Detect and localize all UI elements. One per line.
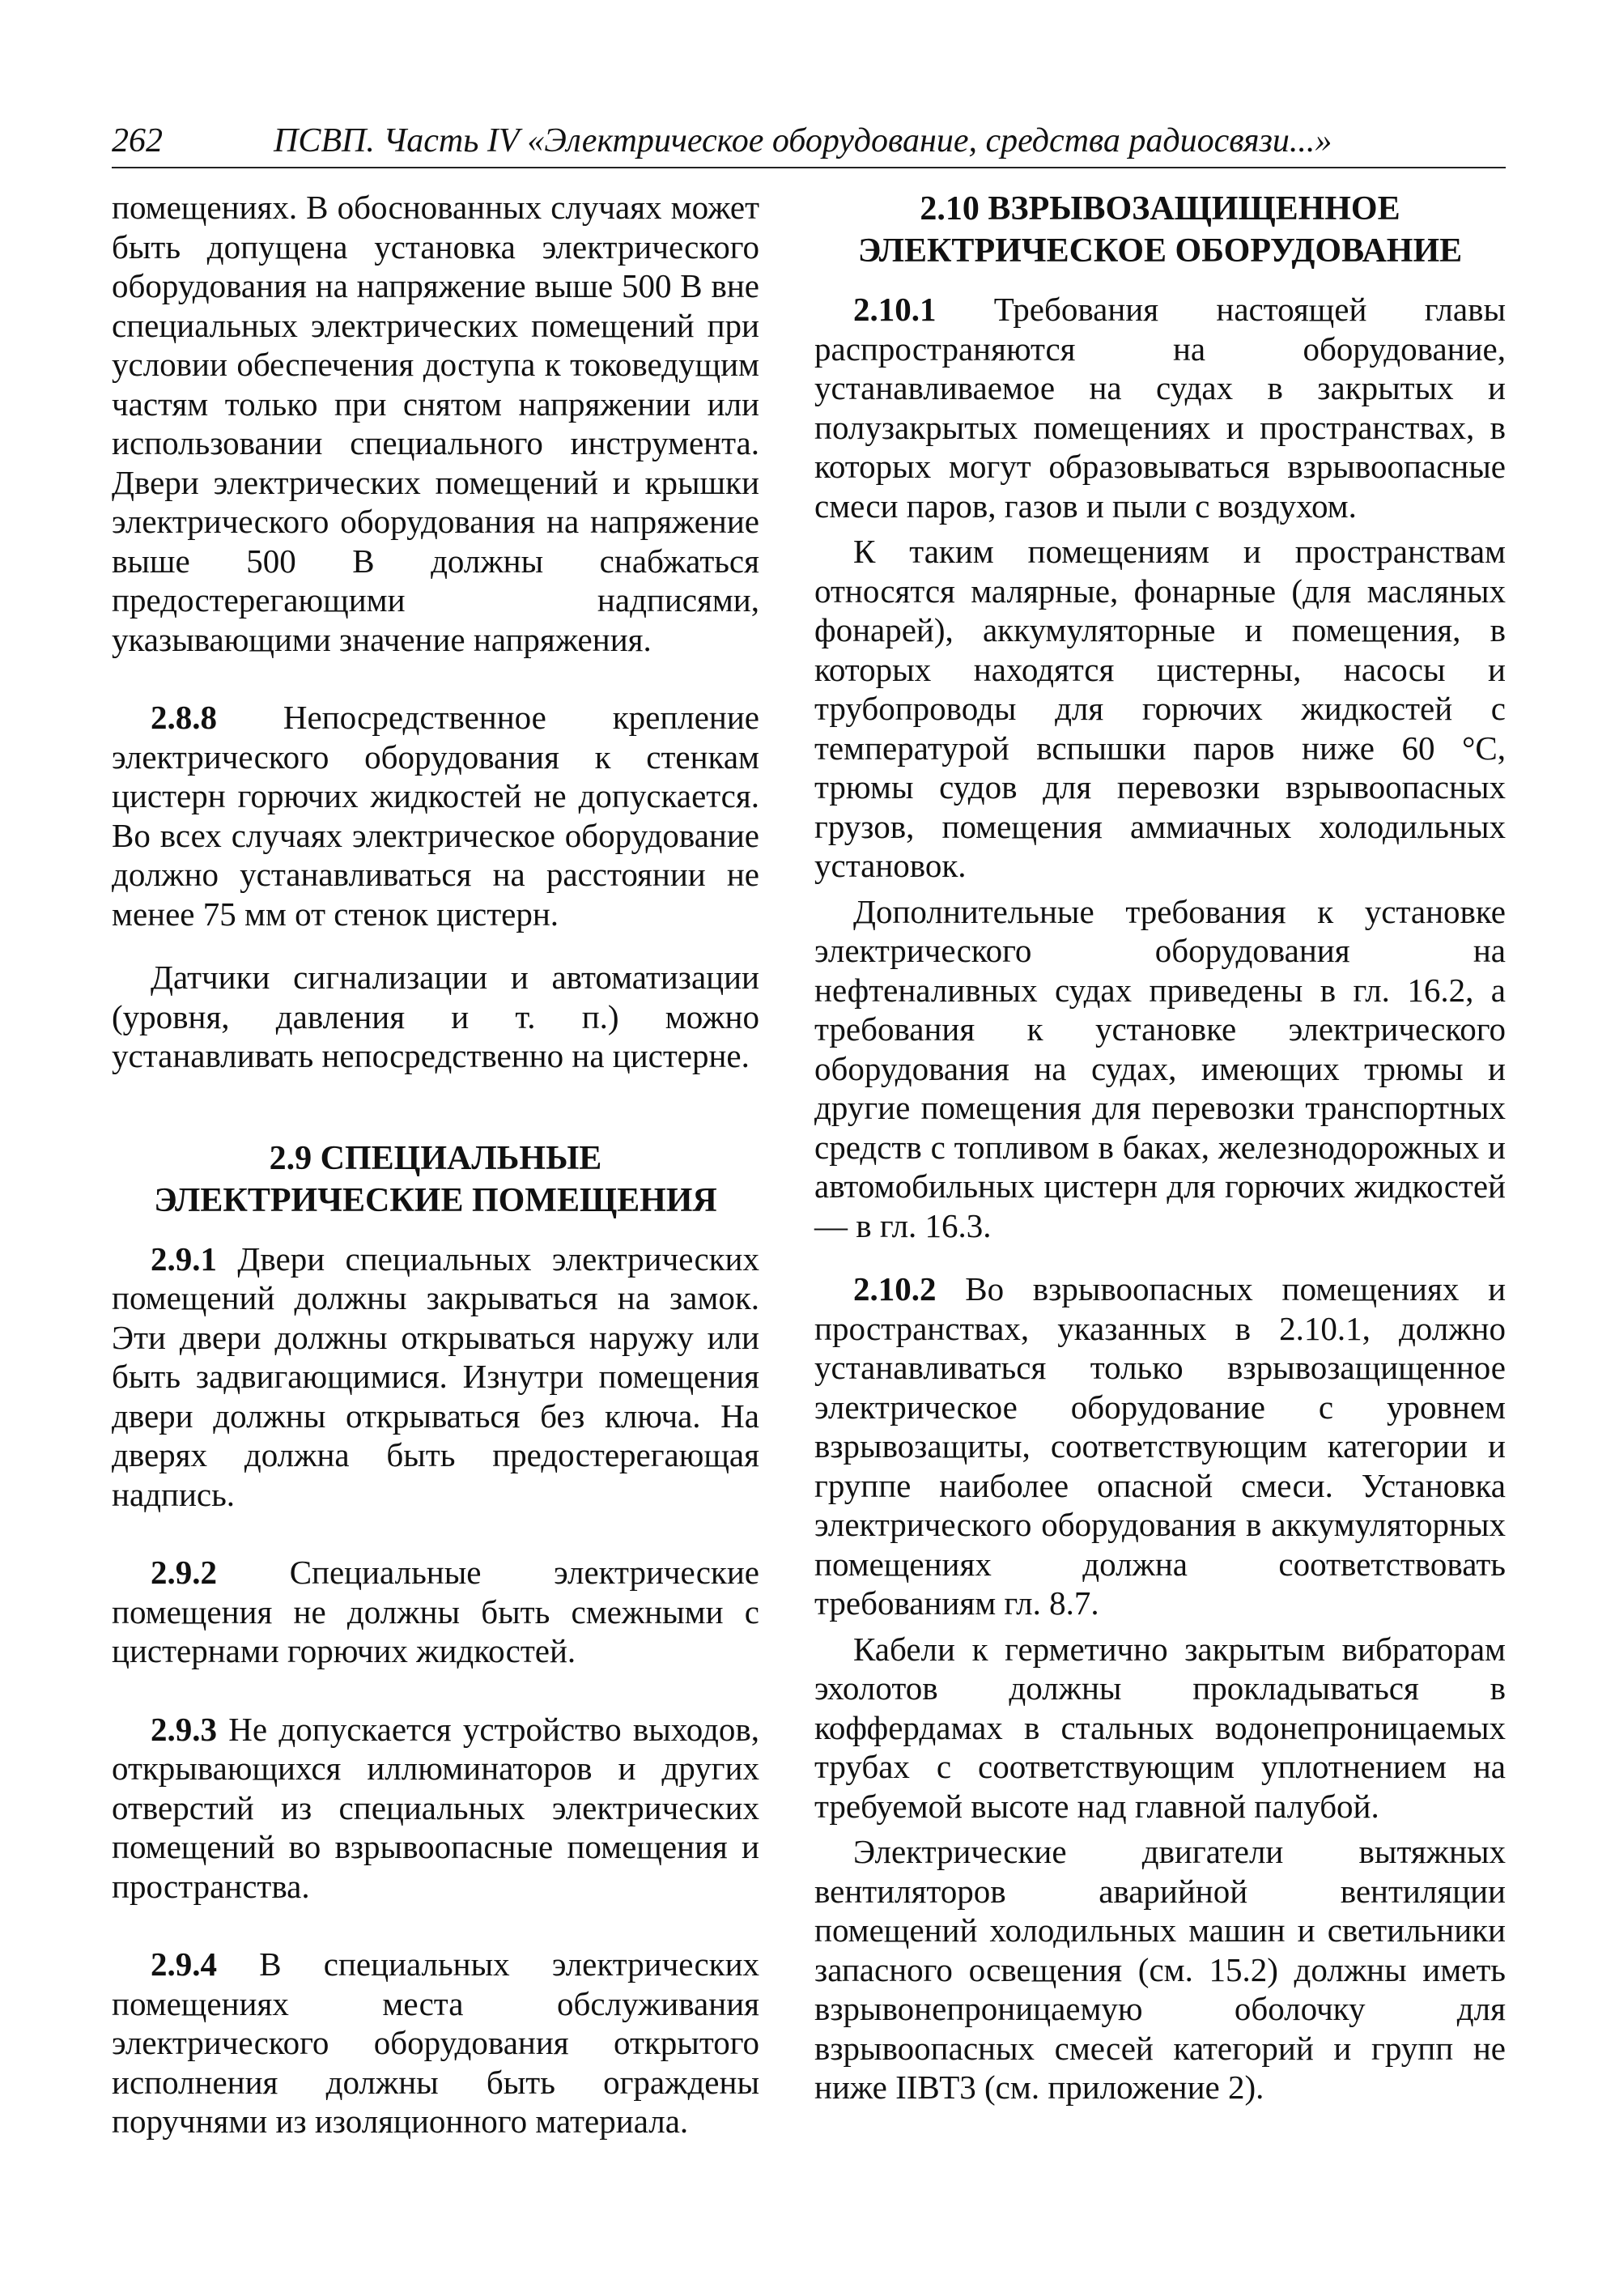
section-2-9-4 [112,1945,759,2141]
section-2-9-1 [112,1239,759,1515]
heading-2-10 [814,188,1506,272]
section-text: Специальные электрические помещения не должны быть смежными с цистернами горючих жидкостей. [112,1554,759,1669]
section-number: 2.10.1 [853,291,937,328]
section-2-9-2 [112,1553,759,1671]
page-number: 262 [112,122,163,159]
additional-requirements-paragraph: Дополнительные требования к установке электрического оборудования на нефтеналивных судах приведены в гл. 16.2, а требования к установке электрического оборудования на судах, имеющих трюмы и другие помещения для перевозки транспортных средств с топливом в баках, железнодорожных и автомобильных цистерн для горючих жидкостей — в гл. 16.3. [814,892,1506,1244]
continuation-paragraph: помещениях. В обоснованных случаях может быть допущена установка электрического оборудования на напряжение выше 500 В вне специальных электрических помещений при условии обеспечения доступа к токоведущим частям только при снятом напряжении или использовании специального инструмента. Двери электрических помещений и крышки электрического оборудования на напряжение выше 500 В должны снабжаться предостерегающими надписями, указывающими значение напряжения. [112,189,759,658]
section-text: Не допускается устройство выходов, открывающихся иллюминаторов и других отверстий из специальных электрических помещений во взрывоопасные помещения и пространства. [112,1710,760,1905]
section-2-10-2 [814,1269,1506,1623]
section-number: 2.9.4 [151,1945,217,1983]
section-text: Требования настоящей главы распространяются на оборудование, устанавливаемое на судах в закрытых и полузакрытых помещениях и пространствах, в которых могут образовываться взрывоопасные смеси паров, газов и пыли с воздухом. [814,291,1506,525]
section-2-10-1 [814,290,1506,525]
section-number: 2.9.3 [151,1710,217,1748]
right-column [814,188,1506,2107]
section-number: 2.9.2 [151,1554,217,1591]
section-2-8-8 [112,698,759,933]
motors-paragraph: Электрические двигатели вытяжных вентиляторов аварийной вентиляции помещений холодильных машин и светильники запасного освещения (см. 15.2) должны иметь взрывонепроницаемую оболочку для взрывоопасных смесей категорий и групп не ниже IIВТ3 (см. приложение 2). [814,1833,1506,2106]
cables-paragraph: Кабели к герметично закрытым вибраторам эхолотов должны прокладываться в коффердамах в стальных водонепроницаемых трубах с соответствующим уплотнением на требуемой высоте над главной палубой. [814,1630,1506,1825]
heading-line: ЭЛЕКТРИЧЕСКИЕ ПОМЕЩЕНИЯ [154,1181,717,1219]
heading-line: 2.10 ВЗРЫВОЗАЩИЩЕННОЕ [920,190,1400,227]
section-text: Двери специальных электрических помещений должны закрываться на замок. Эти двери должны открываться наружу или быть задвигающимися. Изнутри помещения двери должны открываться без ключа. На дверях должна быть предостерегающая надпись. [112,1239,759,1513]
running-header [112,121,1506,172]
section-number: 2.10.2 [853,1270,937,1307]
section-text: Непосредственное крепление электрического оборудования к стенкам цистерн горючих жидкостей не допускается. Во всех случаях электрическое оборудование должно устанавливаться на расстоянии не менее 75 мм от стенок цистерн. [112,699,760,933]
sensors-paragraph: Датчики сигнализации и автоматизации (уровня, давления и т. п.) можно устанавливать непосредственно на цистерне. [112,959,759,1074]
section-2-9-3 [112,1710,759,1907]
running-title: ПСВП. Часть IV «Электрическое оборудование, средства радиосвязи...» [274,122,1332,159]
heading-2-9 [112,1137,759,1222]
section-number: 2.9.1 [151,1239,217,1278]
section-number: 2.8.8 [151,699,217,736]
heading-line: 2.9 СПЕЦИАЛЬНЫЕ [269,1139,602,1177]
heading-line: ЭЛЕКТРИЧЕСКОЕ ОБОРУДОВАНИЕ [857,232,1463,270]
section-text: В специальных электрических помещениях места обслуживания электрического оборудования открытого исполнения должны быть ограждены поручнями из изоляционного материала. [112,1945,760,2140]
rooms-paragraph: К таким помещениям и пространствам относятся малярные, фонарные (для масляных фонарей), аккумуляторные и помещения, в которых находятся цистерны, насосы и трубопроводы для горючих жидкостей с температурой вспышки паров ниже 60 °С, трюмы судов для перевозки взрывоопасных грузов, помещения аммиачных холодильных установок. [814,533,1506,884]
header-rule [112,167,1506,168]
left-column [112,188,759,2141]
section-text: Во взрывоопасных помещениях и пространствах, указанных в 2.10.1, должно устанавливаться только взрывозащищенное электрическое оборудование с уровнем взрывозащиты, соответствующим категории и группе наиболее опасной смеси. Установка электрического оборудования в аккумуляторных помещениях должна соответствовать требованиям гл. 8.7. [814,1270,1507,1622]
